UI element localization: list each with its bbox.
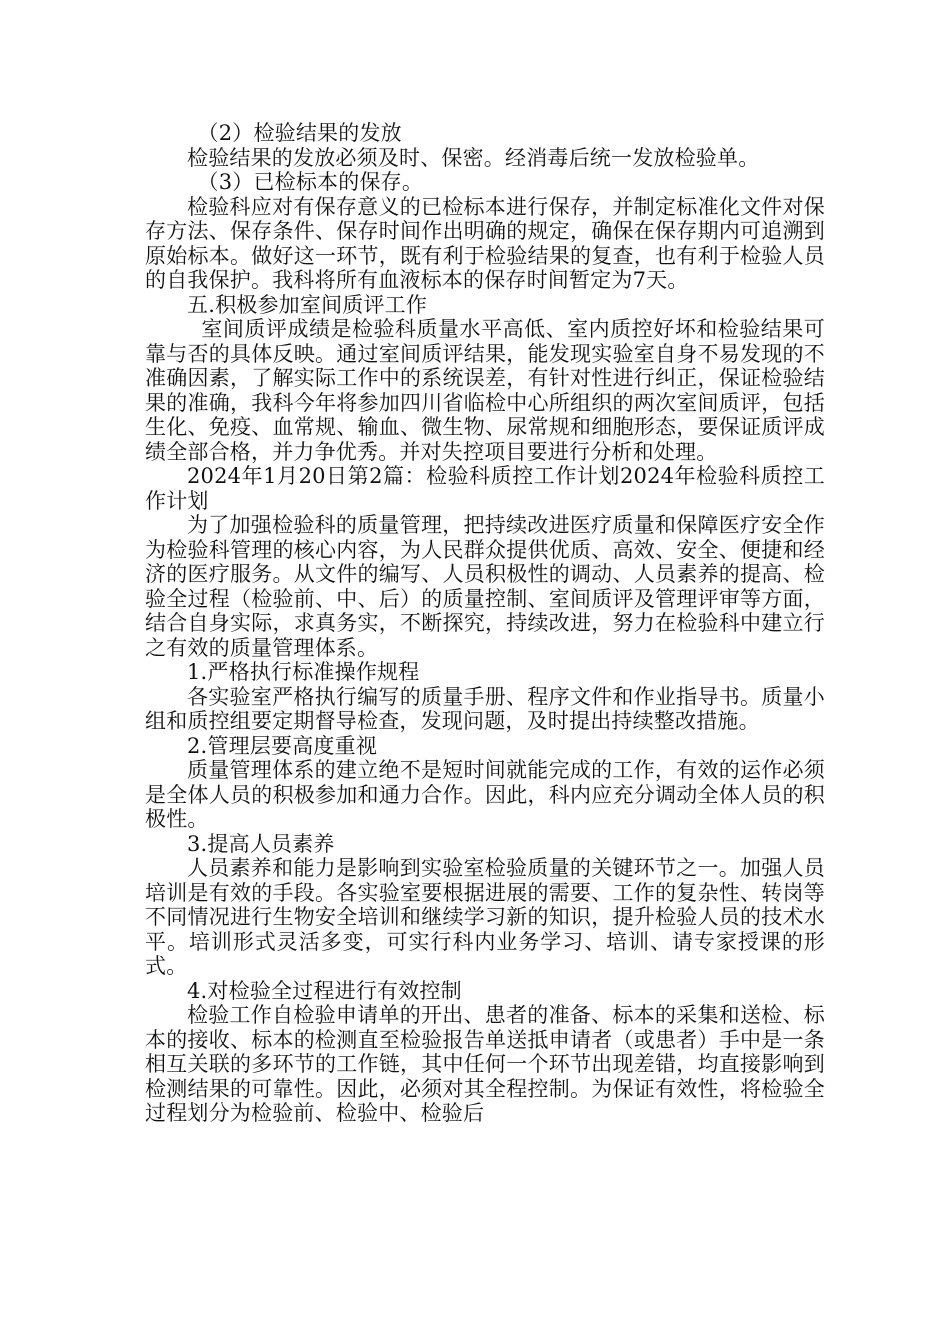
paragraph-process-control: 检验工作自检验申请单的开出、患者的准备、标本的采集和送检、标本的接收、标本的检测直至检验报告单送抵申请者（或患者）手中是一条相互关联的多环节的工作链，其中任何一个环节出现差错，均直接影响到检测结果的可靠性。因此，必须对其全程控制。为保证有效性，将检验全过程划分为检验前、检验中、检验后: [145, 1003, 825, 1125]
paragraph-management: 质量管理体系的建立绝不是短时间就能完成的工作，有效的运作必须是全体人员的积极参加和通力合作。因此，科内应充分调动全体人员的积极性。: [145, 758, 825, 831]
paragraph-date-title: 2024年1月20日第2篇：检验科质控工作计划2024年检验科质控工作计划: [145, 464, 825, 513]
paragraph-intro: 为了加强检验科的质量管理，把持续改进医疗质量和保障医疗安全作为检验科管理的核心内容，为人民群众提供优质、高效、安全、便捷和经济的医疗服务。从文件的编写、人员积极性的调动、人员素养的提高、检验全过程（检验前、中、后）的质量控制、室间质评及管理评审等方面，结合自身实际，求真务实，不断探究，持续改进，努力在检验科中建立行之有效的质量管理体系。: [145, 513, 825, 660]
section-heading-process-control: 4.对检验全过程进行有效控制: [187, 978, 462, 1003]
section-heading-management: 2.管理层要高度重视: [187, 733, 378, 758]
section-heading-result-release: （2）检验结果的发放: [197, 121, 402, 145]
paragraph-staff: 人员素养和能力是影响到实验室检验质量的关键环节之一。加强人员培训是有效的手段。各实验室要根据进展的需要、工作的复杂性、转岗等不同情况进行生物安全培训和继续学习新的知识，提升检验人员的技术水平。培训形式灵活多变，可实行科内业务学习、培训、请专家授课的形式。: [145, 856, 825, 978]
section-heading-eqa: 五.积极参加室间质评工作: [187, 292, 428, 317]
section-heading-staff: 3.提高人员素养: [187, 831, 335, 856]
section-heading-specimen-storage: （3）已检标本的保存。: [197, 170, 424, 194]
paragraph-specimen-storage: 检验科应对有保存意义的已检标本进行保存，并制定标准化文件对保存方法、保存条件、保存时间作出明确的规定，确保在保存期内可追溯到原始标本。做好这一环节，既有利于检验结果的复查，也有利于检验人员的自我保护。我科将所有血液标本的保存时间暂定为7天。: [145, 194, 825, 292]
paragraph-result-release: 检验结果的发放必须及时、保密。经消毒后统一发放检验单。: [187, 145, 760, 170]
section-heading-sop: 1.严格执行标准操作规程: [187, 660, 420, 684]
paragraph-eqa: 室间质评成绩是检验科质量水平高低、室内质控好坏和检验结果可靠与否的具体反映。通过室间质评结果，能发现实验室自身不易发现的不准确因素，了解实际工作中的系统误差，有针对性进行纠正，保证检验结果的准确，我科今年将参加四川省临检中心所组织的两次室间质评，包括生化、免疫、血常规、输血、微生物、尿常规和细胞形态，要保证质评成绩全部合格，并力争优秀。并对失控项目要进行分析和处理。: [145, 317, 825, 464]
document-body: [145, 121, 825, 1126]
paragraph-sop: 各实验室严格执行编写的质量手册、程序文件和作业指导书。质量小组和质控组要定期督导检查，发现问题，及时提出持续整改措施。: [145, 684, 825, 733]
